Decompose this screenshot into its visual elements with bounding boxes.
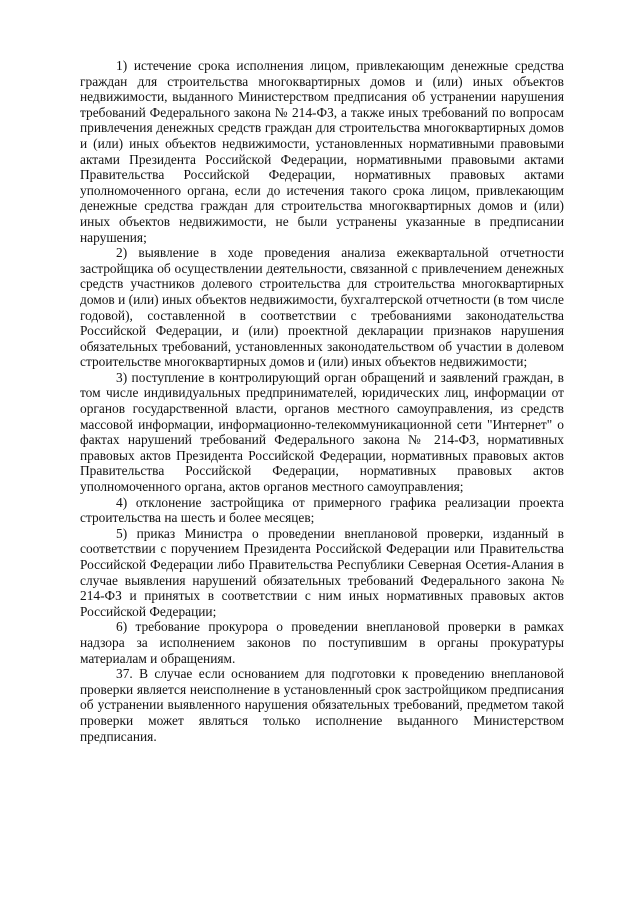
paragraph-item-1: 1) истечение срока исполнения лицом, привлекающим денежные средства граждан для строительства многоквартирных домов и (или) иных объектов недвижимости, выданного Министерством предписания об устранении нарушения требований Федерального закона № 214-ФЗ, а также иных требований по вопросам привлечения денежных средств граждан для строительства многоквартирных домов и (или) иных объектов недвижимости, установленных нормативными правовыми актами Президента Российской Федерации, нормативными правовыми актами Правительства Российской Федерации, нормативных правовых актами уполномоченного органа, если до истечения такого срока лицом, привлекающим денежные средства граждан для строительства многоквартирных домов и (или) иных объектов недвижимости, не были устранены указанные в предписании нарушения; bbox=[80, 58, 564, 245]
paragraph-item-6: 6) требование прокурора о проведении внеплановой проверки в рамках надзора за исполнением законов по поступившим в органы прокуратуры материалам и обращениям. bbox=[80, 619, 564, 666]
paragraph-item-5: 5) приказ Министра о проведении внеплановой проверки, изданный в соответствии с поручением Президента Российской Федерации или Правительства Российской Федерации либо Правительства Республики Северная Осетия-Алания в случае выявления нарушений обязательных требований Федерального закона № 214-ФЗ и принятых в соответствии с ним иных нормативных правовых актов Российской Федерации; bbox=[80, 525, 564, 619]
paragraph-item-2: 2) выявление в ходе проведения анализа ежеквартальной отчетности застройщика об осуществлении деятельности, связанной с привлечением денежных средств участников долевого строительства для строительства многоквартирных домов и (или) иных объектов недвижимости, бухгалтерской отчетности (в том числе годовой), составленной в соответствии с требованиями законодательства Российской Федерации, и (или) проектной декларации признаков нарушения обязательных требований, установленных законодательством об участии в долевом строительстве многоквартирных домов и (или) иных объектов недвижимости; bbox=[80, 245, 564, 370]
document-body bbox=[80, 58, 564, 744]
paragraph-item-4: 4) отклонение застройщика от примерного графика реализации проекта строительства на шесть и более месяцев; bbox=[80, 494, 564, 526]
paragraph-clause-37: 37. В случае если основанием для подготовки к проведению внеплановой проверки является неисполнение в установленный срок застройщиком предписания об устранении выявленного нарушения обязательных требований, предметом такой проверки может являться только исполнение выданного Министерством предписания. bbox=[80, 666, 564, 744]
paragraph-item-3: 3) поступление в контролирующий орган обращений и заявлений граждан, в том числе индивидуальных предпринимателей, юридических лиц, информации от органов государственной власти, органов местного самоуправления, из средств массовой информации, информационно-телекоммуникационной сети "Интернет" о фактах нарушений требований Федерального закона № 214-ФЗ, нормативных правовых актов Президента Российской Федерации, нормативных правовых актов Правительства Российской Федерации, нормативных правовых актов уполномоченного органа, актов органов местного самоуправления; bbox=[80, 369, 564, 495]
